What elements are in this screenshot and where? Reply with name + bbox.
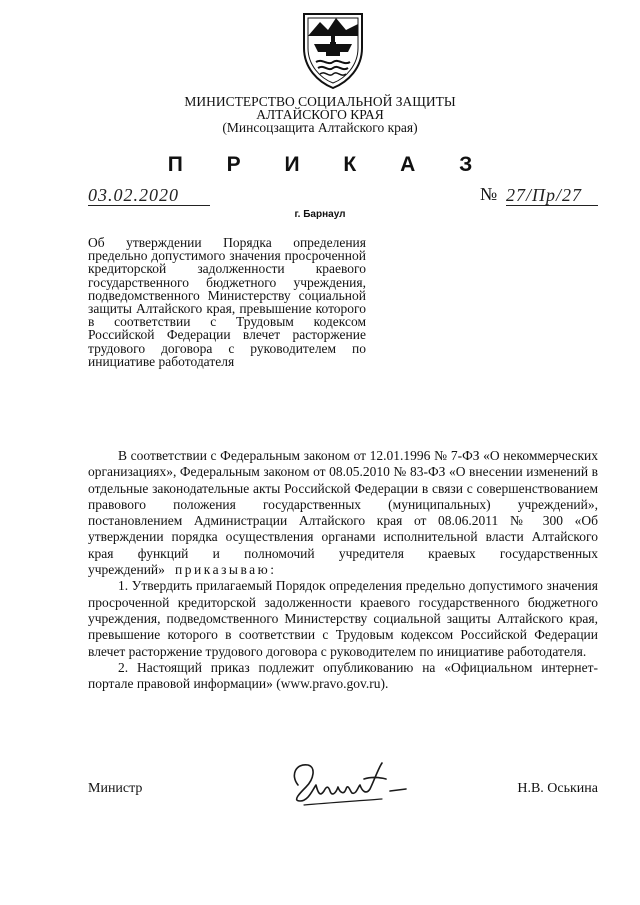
coat-of-arms-icon: [290, 6, 376, 92]
handwritten-signature-icon: [286, 755, 412, 815]
document-body: [88, 448, 598, 692]
document-number: 27/Пр/27: [506, 185, 598, 206]
ministry-name-line-2: АЛТАЙСКОГО КРАЯ: [256, 107, 384, 122]
signatory-name: Н.В. Оськина: [517, 781, 598, 796]
document-number-label: №: [480, 184, 498, 204]
document-type-title: П Р И К А З: [167, 153, 492, 176]
body-preamble: [88, 448, 598, 578]
document-city: г. Барнаул: [294, 209, 346, 220]
document-date: 03.02.2020: [88, 185, 210, 206]
ministry-short-name: (Минсоцзащита Алтайского края): [222, 120, 418, 135]
preamble-text: В соответствии с Федеральным законом от 12.01.1996 № 7-ФЗ «О некоммерческих организациях», Федеральным законом от 08.05.2010 № 83-ФЗ «О внесении изменений в отдельные законодательные акты Российской Федерации в связи с совершенствованием правового положения государственных (муниципальных) учреждений», постановлением Администрации Алтайского края от 08.06.2011 № 300 «Об утверждении порядка осуществления органами исполнительной власти Алтайского края функций и полномочий учредителя краевых государственных учреждений»: [88, 448, 598, 578]
body-item-1: 1. Утвердить прилагаемый Порядок определения предельно допустимого значения просроченной кредиторской задолженности краевого государственного бюджетного учреждения, подведомственного Министерству социальной защиты Алтайского края, превышение которого в соответствии с Трудовым кодексом Российской Федерации влечет расторжение трудового договора с руководителем по инициативе работодателя.: [88, 578, 598, 659]
document-subject: Об утверждении Порядка определения предельно допустимого значения просроченной кредиторской задолженности краевого государственного бюджетного учреждения, подведомственного Министерству социальной защиты Алтайского края, превышение которого в соответствии с Трудовым кодексом Российской Федерации влечет расторжение трудового договора с руководителем по инициативе работодателя: [88, 235, 366, 369]
body-item-2: 2. Настоящий приказ подлежит опубликованию на «Официальном интернет-портале правовой информации» (www.pravo.gov.ru).: [88, 659, 598, 692]
order-word: приказываю:: [175, 562, 277, 578]
ministry-name-line-1: МИНИСТЕРСТВО СОЦИАЛЬНОЙ ЗАЩИТЫ: [184, 94, 456, 109]
signatory-title: Министр: [88, 781, 143, 796]
